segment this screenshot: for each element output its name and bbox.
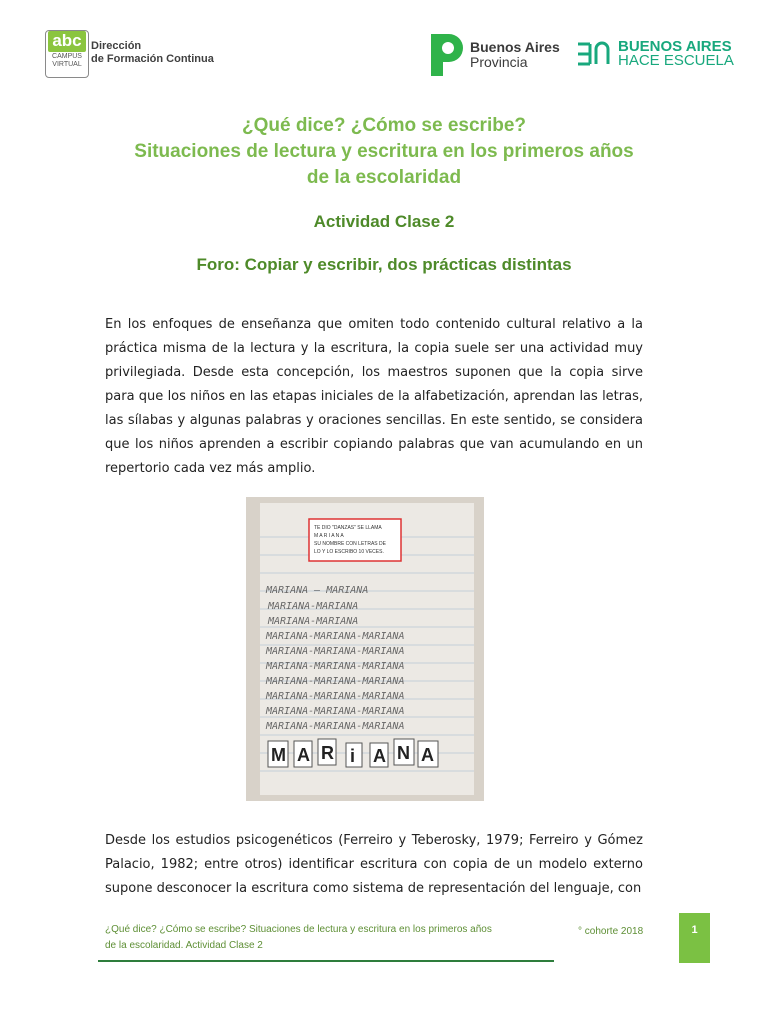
handwriting-line: MARIANA-MARIANA-MARIANA: [266, 706, 405, 717]
footer-cohort: ° cohorte 2018: [578, 926, 644, 937]
title-line-2: Situaciones de lectura y escritura en los primeros años: [134, 141, 634, 162]
handwriting-line: MARIANA-MARIANA-MARIANA: [266, 631, 405, 642]
ba-provincia-line2: Provincia: [470, 54, 528, 70]
title-line-3: de la escolaridad: [306, 167, 462, 188]
abc-logo-sub-line1: CAMPUS: [52, 53, 82, 60]
cutout-letter: A: [297, 745, 310, 765]
body-paragraph-2: Desde los estudios psicogenéticos (Ferreiro y Teberosky, 1979; Ferreiro y Gómez Palacio, 1982; entre otros) identificar escritura con copia de un modelo externo supone desconocer la escritura como sistema de representación del lenguaje, con: [105, 833, 643, 896]
handwriting-line: MARIANA-MARIANA-MARIANA: [266, 661, 405, 672]
document-title: [90, 113, 678, 191]
cutout-letter: A: [421, 745, 434, 765]
activity-title: Actividad Clase 2: [313, 212, 455, 231]
handwriting-line: MARIANA-MARIANA: [268, 601, 359, 612]
notebook-label-line-2: M A R I A N A: [314, 533, 344, 539]
cutout-letter: N: [397, 743, 410, 763]
ba-provincia-line1: Buenos Aires: [470, 39, 560, 55]
footer-title-line1: ¿Qué dice? ¿Cómo se escribe? Situaciones de lectura y escritura en los primeros años: [105, 924, 492, 935]
notebook-label-line-3: SU NOMBRE CON LETRAS DE: [314, 541, 386, 547]
handwriting-line: MARIANA-MARIANA: [268, 616, 359, 627]
direccion-line1: Dirección: [91, 40, 142, 52]
abc-logo-subtitle: [46, 53, 88, 69]
handwriting-line: MARIANA-MARIANA-MARIANA: [266, 721, 405, 732]
abc-campus-virtual-logo: [45, 30, 89, 78]
handwriting-line: MARIANA-MARIANA-MARIANA: [266, 691, 405, 702]
notebook-label-line-1: TE DIO "DANZAS" SE LLAMA: [314, 525, 382, 531]
bahe-line2: HACE ESCUELA: [618, 52, 734, 69]
direccion-formacion-continua: [91, 40, 214, 66]
direccion-line2: de Formación Continua: [91, 53, 214, 65]
notebook-photo-drawing: [246, 497, 484, 801]
buenos-aires-provincia-logo-text: [470, 40, 560, 70]
forum-title: Foro: Copiar y escribir, dos prácticas distintas: [196, 255, 572, 274]
buenos-aires-hace-escuela-icon: [576, 41, 614, 67]
footer-title-line2: de la escolaridad. Actividad Clase 2: [105, 940, 263, 951]
cutout-letter: A: [373, 746, 386, 766]
footer-document-title: [105, 922, 555, 954]
handwriting-line: MARIANA-MARIANA-MARIANA: [266, 676, 405, 687]
cutout-letter: M: [271, 745, 286, 765]
page-header: [0, 0, 768, 90]
page-number: 1: [679, 913, 710, 963]
abc-logo-word: abc: [48, 31, 86, 52]
body-paragraph-1: En los enfoques de enseñanza que omiten todo contenido cultural relativo a la práctica misma de la lectura y la escritura, la copia suele ser una actividad muy privilegiada. Desde esta concepción, los maestros suponen que la copia sirve para que los niños en las etapas iniciales de la alfabetización, aprendan las letras, las sílabas y algunas palabras y oraciones sencillas. En este sentido, se considera que los niños aprenden a escribir copiando palabras que van acumulando en un repertorio cada vez más amplio.: [105, 317, 643, 476]
footer-divider: [98, 960, 554, 962]
handwriting-line: MARIANA — MARIANA: [266, 585, 369, 596]
cutout-letter: R: [321, 743, 334, 763]
buenos-aires-provincia-pin-icon: [427, 32, 465, 78]
notebook-photo: [246, 497, 484, 801]
cutout-letters: [268, 739, 438, 767]
handwriting-line: MARIANA-MARIANA-MARIANA: [266, 646, 405, 657]
buenos-aires-hace-escuela-logo-text: [618, 40, 734, 68]
cutout-letter: i: [350, 746, 356, 766]
bahe-line1: BUENOS AIRES: [618, 38, 732, 55]
abc-logo-sub-line2: VIRTUAL: [52, 61, 82, 68]
title-line-1: ¿Qué dice? ¿Cómo se escribe?: [241, 115, 527, 136]
notebook-label-line-4: LO Y LO ESCRIBO 10 VECES.: [314, 549, 384, 555]
